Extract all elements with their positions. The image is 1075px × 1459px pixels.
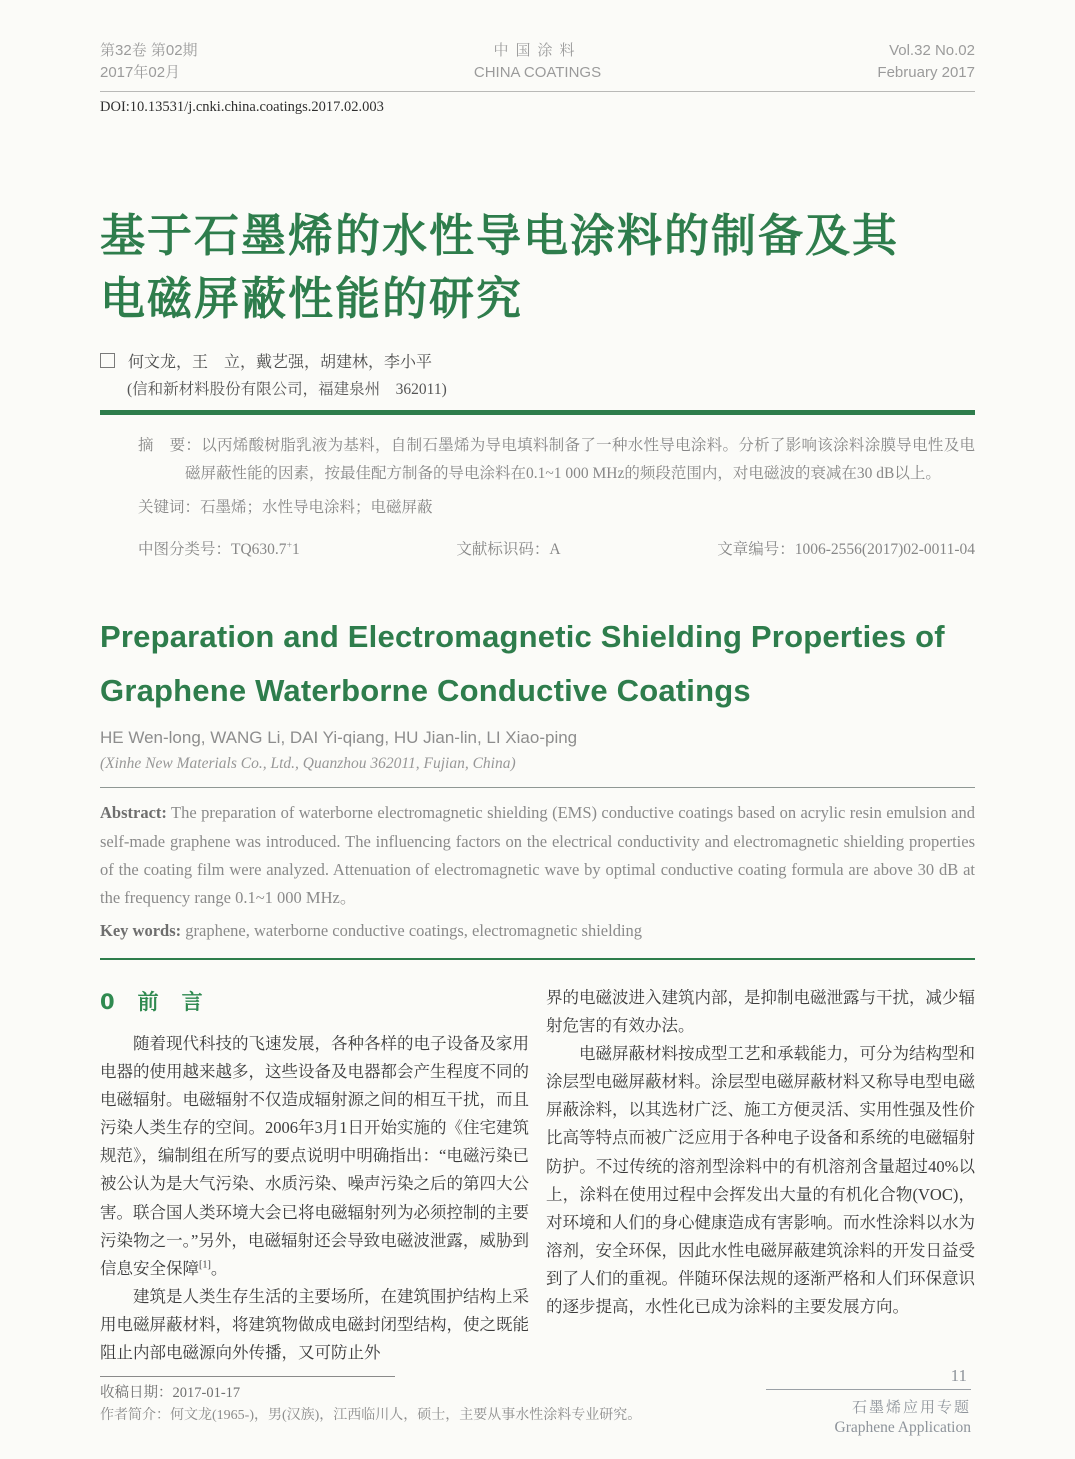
keywords-en-text: graphene, waterborne conductive coatings, electromagnetic shielding	[181, 920, 643, 940]
keywords-en	[100, 917, 975, 945]
abstract-en-text: The preparation of waterborne electromagnetic shielding (EMS) conductive coatings based on acrylic resin emulsion and self-made graphene was introduced. The influencing factors on the electrical conductivity and electromagnetic shielding properties of the coating film were analyzed. Attenuation of electromagnetic wave by optimal conductive coating formula are above 30 dB at the frequency range 0.1~1 000 MHz。	[100, 803, 975, 908]
author-bio: 作者简介：何文龙(1965-)，男(汉族)，江西临川人，硕士，主要从事水性涂料专业研究。	[100, 1407, 642, 1423]
clc-number: 中图分类号：TQ630.7+1	[138, 539, 300, 558]
column-topic-en: Graphene Application	[834, 1419, 971, 1436]
abstract-en	[100, 799, 975, 913]
journal-name-cn: 中国涂料	[493, 42, 582, 59]
journal-volume-en: Vol.32 No.02	[889, 42, 975, 59]
affiliation-cn: (信和新材料股份有限公司，福建泉州 362011)	[127, 381, 447, 399]
keywords-en-label: Key words:	[100, 920, 182, 940]
left-column-text	[100, 1030, 529, 1367]
journal-date-cn: 2017年02月	[100, 63, 181, 81]
paragraph: 界的电磁波进入建筑内部，是抑制电磁泄露与干扰，减少辐射危害的有效办法。	[546, 988, 975, 1036]
keywords-cn-text: 石墨烯；水性导电涂料；电磁屏蔽	[200, 499, 433, 517]
authors-en: HE Wen-long, WANG Li, DAI Yi-qiang, HU Jian-lin, LI Xiao-ping	[100, 728, 578, 748]
right-column-text	[546, 984, 975, 1321]
article-title-en	[100, 610, 975, 719]
authors-cn-row	[100, 349, 975, 372]
right-column	[546, 984, 975, 1367]
abstract-cn-block	[100, 432, 975, 564]
paragraph: 建筑是人类生存生活的主要场所，在建筑围护结构上采用电磁屏蔽材料，将建筑物做成电磁封闭型结构，使之既能阻止内部电磁源向外传播，又可防止外	[100, 1286, 529, 1362]
journal-issue-en	[877, 40, 975, 84]
classification-row	[138, 536, 975, 564]
journal-volume-cn: 第32卷 第02期	[100, 42, 198, 59]
paragraph: 电磁屏蔽材料按成型工艺和承载能力，可分为结构型和涂层型电磁屏蔽材料。涂层型电磁屏蔽材料又称导电型电磁屏蔽涂料，以其选材广泛、施工方便灵活、实用性强及性价比高等特点而被广泛应用于各种电子设备和系统的电磁辐射防护。不过传统的溶剂型涂料中的有机溶剂含量超过40%以上，涂料在使用过程中会挥发出大量的有机化合物(VOC)，对环境和人们的身心健康造成有害影响。而水性涂料以水为溶剂，安全环保，因此水性电磁屏蔽建筑涂料的开发日益受到了人们的重视。伴随环保法规的逐渐严格和人们环保意识的逐步提高，水性化已成为涂料的主要发展方向。	[546, 1044, 975, 1316]
divider-gray	[100, 787, 975, 788]
section-heading-intro: 0 前 言	[100, 990, 204, 1015]
keywords-cn	[138, 494, 975, 522]
page-number: 11	[950, 1366, 967, 1385]
article-title-cn-line1: 基于石墨烯的水性导电涂料的制备及其	[100, 208, 900, 262]
journal-name	[474, 40, 601, 84]
abstract-cn-text: 以丙烯酸树脂乳液为基料，自制石墨烯为导电填料制备了一种水性导电涂料。分析了影响该涂料涂膜导电性及电磁屏蔽性能的因素，按最佳配方制备的导电涂料在0.1~1 000 MHz的频段范围内，对电磁波的衰减在30 dB以上。	[185, 437, 975, 483]
divider-green	[100, 958, 975, 960]
keywords-cn-label: 关键词：	[138, 499, 201, 517]
abstract-en-block	[100, 799, 975, 945]
page-footer	[766, 1366, 971, 1437]
title-divider-bar	[100, 410, 975, 415]
article-title-cn	[100, 204, 975, 332]
journal-header	[100, 40, 975, 92]
article-title-en-line2: Graphene Waterborne Conductive Coatings	[100, 673, 751, 709]
author-marker-icon	[100, 353, 115, 368]
journal-date-en: February 2017	[877, 63, 975, 81]
left-column	[100, 984, 529, 1367]
document-code: 文献标识码：A	[456, 540, 561, 558]
article-id: 文章编号：1006-2556(2017)02-0011-04	[717, 540, 975, 558]
doi-line: DOI:10.13531/j.cnki.china.coatings.2017.02.003	[100, 98, 384, 115]
journal-name-en: CHINA COATINGS	[473, 63, 602, 81]
footer-rule	[766, 1389, 971, 1390]
body-columns	[100, 984, 975, 1367]
journal-issue-cn	[100, 40, 198, 84]
column-topic-cn: 石墨烯应用专题	[851, 1400, 971, 1416]
affiliation-en: (Xinhe New Materials Co., Ltd., Quanzhou 362011, Fujian, China)	[100, 755, 516, 773]
abstract-cn	[100, 432, 975, 488]
abstract-cn-label: 摘 要：	[138, 437, 202, 455]
abstract-en-label: Abstract:	[100, 803, 167, 823]
article-title-en-line1: Preparation and Electromagnetic Shielding Properties of	[100, 618, 945, 654]
authors-cn: 何文龙，王 立，戴艺强，胡建林，李小平	[128, 354, 433, 372]
paragraph: 随着现代科技的飞速发展，各种各样的电子设备及家用电器的使用越来越多，这些设备及电器都会产生程度不同的电磁辐射。电磁辐射不仅造成辐射源之间的相互干扰，而且污染人类生存的空间。2006年3月1日开始实施的《住宅建筑规范》，编制组在所写的要点说明中明确指出：“电磁污染已被公认为是大气污染、水质污染、噪声污染之后的第四大公害。联合国人类环境大会已将电磁辐射列为必须控制的主要污染物之一。”另外，电磁辐射还会导致电磁波泄露，威胁到信息安全保障[1]。	[100, 1034, 529, 1278]
received-date: 收稿日期：2017-01-17	[100, 1384, 241, 1401]
article-title-cn-line2: 电磁屏蔽性能的研究	[100, 272, 524, 326]
footnote-rule	[100, 1376, 395, 1377]
